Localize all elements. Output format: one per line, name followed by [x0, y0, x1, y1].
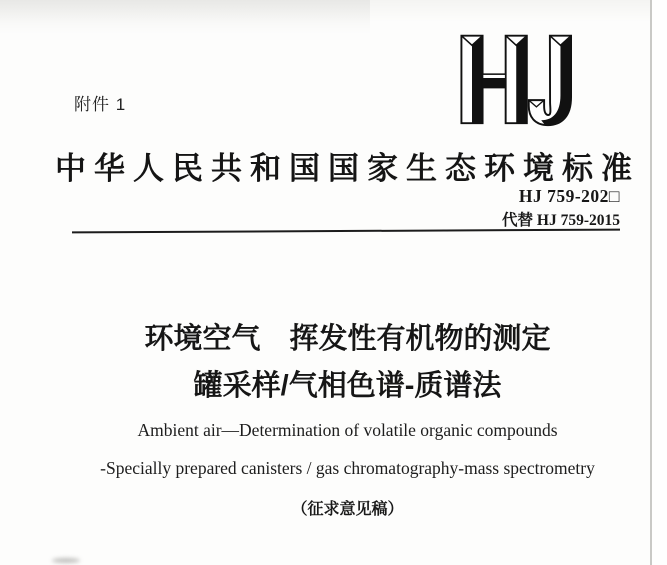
scan-shading-artifact [0, 0, 370, 34]
document-title-english-line1: Ambient air—Determination of volatile organic compounds [137, 420, 558, 440]
scan-smudge-artifact [52, 558, 80, 563]
draft-for-comments-note: （征求意见稿） [291, 501, 404, 518]
header-rule [72, 229, 620, 234]
document-title-line2: 罐采样/气相色谱-质谱法 [193, 370, 502, 402]
attachment-label: 附件 1 [74, 95, 127, 114]
scan-page-margin [652, 0, 667, 565]
standard-number: HJ 759-202□ [518, 186, 620, 206]
replaces-note: 代替 HJ 759-2015 [502, 212, 620, 229]
document-title-english-line2: -Specially prepared canisters / gas chromatography-mass spectrometry [100, 458, 595, 478]
document-title-line1: 环境空气 挥发性有机物的测定 [144, 323, 551, 355]
scan-edge-line [650, 0, 652, 565]
standard-authority-heading: 中华人民共和国国家生态环境标准 [55, 151, 640, 186]
hj-logo-icon [446, 28, 598, 128]
